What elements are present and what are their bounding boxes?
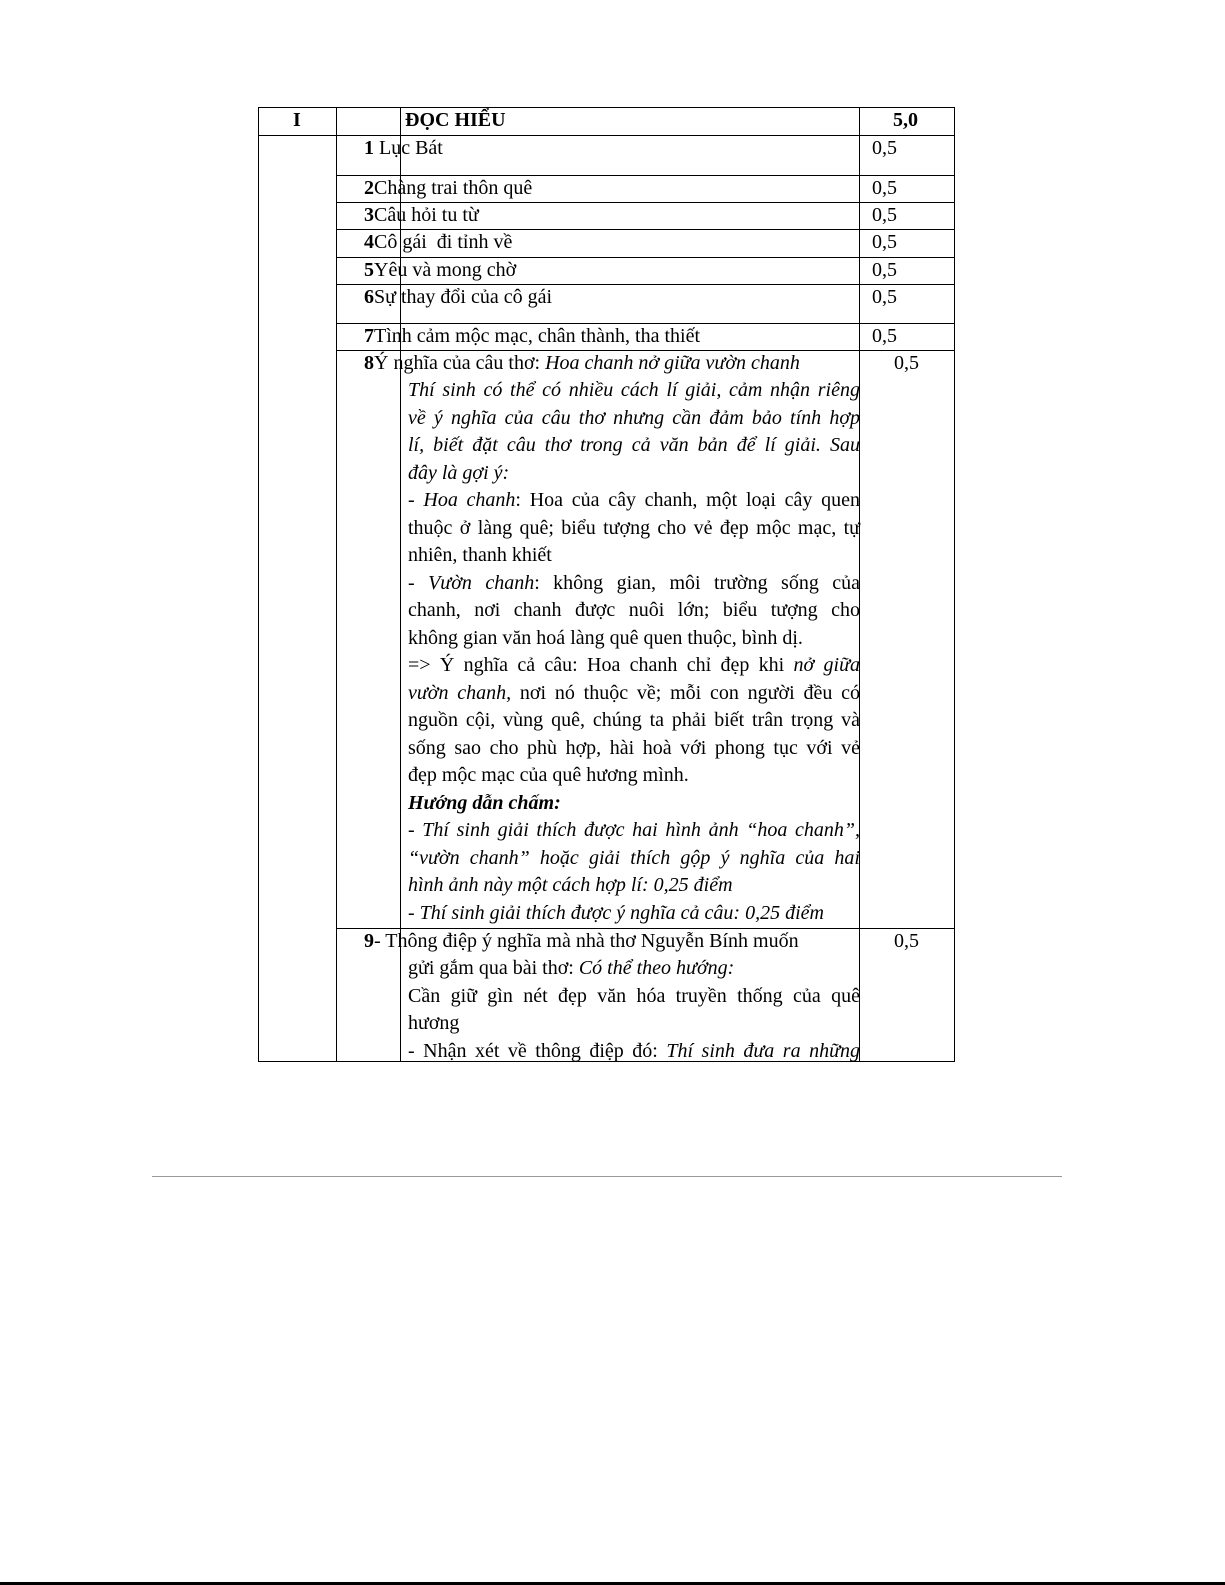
table-border-left — [258, 107, 259, 1062]
item-number: 9 — [364, 930, 374, 952]
body-italic: Có thể theo hướng: — [578, 957, 735, 979]
item8-body — [408, 377, 860, 927]
table-col-divider-1 — [336, 107, 337, 1062]
item-score: 0,5 — [872, 204, 897, 226]
term-vuon-chanh: Vườn chanh — [428, 571, 535, 594]
list-item — [364, 229, 512, 255]
body-line: lí, biết đặt câu thơ trong cả văn bản để lí giải. Sau — [408, 434, 860, 456]
body-line: về ý nghĩa của câu thơ nhưng cần đảm bảo tính hợp — [408, 406, 860, 429]
item-text: Tình cảm mộc mạc, chân thành, tha thiết — [374, 325, 700, 347]
meaning-italic: vườn chanh, — [408, 681, 512, 704]
section-total-score: 5,0 — [893, 109, 918, 131]
page-separator — [152, 1176, 1062, 1177]
table-border-top — [258, 107, 955, 108]
body-line: - Vườn chanh: không gian, môi trường sống của — [408, 571, 860, 594]
item-number: 1 — [364, 137, 374, 159]
item-score: 0,5 — [894, 930, 919, 952]
body-line: - Thí sinh giải thích được hai hình ảnh “hoa chanh”, — [408, 819, 860, 841]
list-item — [364, 257, 516, 283]
item-score: 0,5 — [872, 137, 897, 159]
body-italic: Thí sinh đưa ra những — [666, 1039, 860, 1062]
item-text: Chàng trai thôn quê — [374, 177, 533, 199]
item-text: - Thông điệp ý nghĩa mà nhà thơ Nguyễn Bính muốn — [374, 930, 799, 952]
body-line — [408, 1038, 860, 1066]
term-hoa-chanh: Hoa chanh — [423, 489, 516, 511]
item-text: Ý nghĩa của câu thơ: — [374, 352, 546, 374]
item-number: 7 — [364, 325, 374, 347]
item-text: Câu hỏi tu từ — [374, 204, 479, 226]
item-text: Sự thay đổi của cô gái — [374, 286, 553, 308]
table-border-right — [954, 107, 955, 1062]
body-line: nguồn cội, vùng quê, chúng ta phải biết trân trọng và — [408, 709, 860, 731]
item-number: 2 — [364, 177, 374, 199]
body-line: chanh, nơi chanh được nuôi lớn; biểu tượng cho — [408, 599, 860, 621]
item-text: Cô gái đi tỉnh về — [374, 231, 513, 253]
list-item — [364, 323, 700, 349]
item-text: Lục Bát — [374, 137, 443, 159]
body-line: - Thí sinh giải thích được ý nghĩa cả câu: 0,25 điểm — [408, 901, 824, 924]
body-line: hương — [408, 1012, 460, 1034]
item-score: 0,5 — [872, 286, 897, 308]
item-text: Yêu và mong chờ — [374, 259, 517, 281]
body-line: đây là gợi ý: — [408, 461, 510, 484]
body-line — [408, 955, 860, 983]
list-item — [364, 928, 799, 954]
item-number: 5 — [364, 259, 374, 281]
list-item — [364, 284, 552, 310]
meaning-text: nơi nó thuộc về; mỗi con người đều có — [511, 681, 861, 704]
item9-body — [408, 955, 860, 1065]
body-line: - Hoa chanh: Hoa của cây chanh, một loại cây quen — [408, 489, 860, 511]
body-line: Cần giữ gìn nét đẹp văn hóa truyền thống của quê — [408, 984, 860, 1007]
list-item — [364, 175, 532, 201]
list-item — [364, 135, 443, 161]
item-number: 4 — [364, 231, 374, 253]
list-item — [364, 350, 800, 376]
body-line: không gian văn hoá làng quê quen thuộc, bình dị. — [408, 626, 803, 649]
grading-guide-title: Hướng dẫn chấm: — [408, 791, 561, 814]
body-line: Thí sinh có thể có nhiều cách lí giải, cảm nhận riêng — [408, 379, 860, 401]
item-score: 0,5 — [872, 259, 897, 281]
body-line: “vườn chanh” hoặc giải thích gộp ý nghĩa của hai — [408, 846, 860, 869]
item-score: 0,5 — [872, 177, 897, 199]
body-text: gửi gắm qua bài thơ: — [408, 957, 579, 979]
body-line: thuộc ở làng quê; biểu tượng cho vẻ đẹp mộc mạc, tự — [408, 516, 860, 539]
term-definition: : Hoa của cây chanh, một loại cây quen — [515, 489, 860, 511]
meaning-italic: nở giữa — [793, 654, 860, 676]
body-line — [408, 680, 860, 708]
item-number: 3 — [364, 204, 374, 226]
body-line: sống sao cho phù hợp, hài hoà với phong tục với vẻ — [408, 736, 860, 759]
body-line — [408, 652, 860, 680]
list-item — [364, 202, 479, 228]
item-score: 0,5 — [894, 352, 919, 374]
item-score: 0,5 — [872, 231, 897, 253]
item-number: 6 — [364, 286, 374, 308]
row-divider — [258, 135, 955, 136]
section-title: ĐỌC HIỂU — [405, 109, 506, 131]
item-quote: Hoa chanh nở giữa vườn chanh — [545, 352, 800, 374]
item-number: 8 — [364, 352, 374, 374]
body-line: đẹp mộc mạc của quê hương mình. — [408, 764, 689, 786]
term-definition: : không gian, môi trường sống của — [534, 571, 860, 594]
item-score: 0,5 — [872, 325, 897, 347]
section-roman: I — [293, 109, 301, 131]
body-line: hình ảnh này một cách hợp lí: 0,25 điểm — [408, 874, 733, 896]
body-text: - Nhận xét về thông điệp đó: — [408, 1039, 667, 1062]
body-line: nhiên, thanh khiết — [408, 544, 552, 566]
meaning-text: => Ý nghĩa cả câu: Hoa chanh chỉ đẹp khi — [408, 654, 794, 676]
